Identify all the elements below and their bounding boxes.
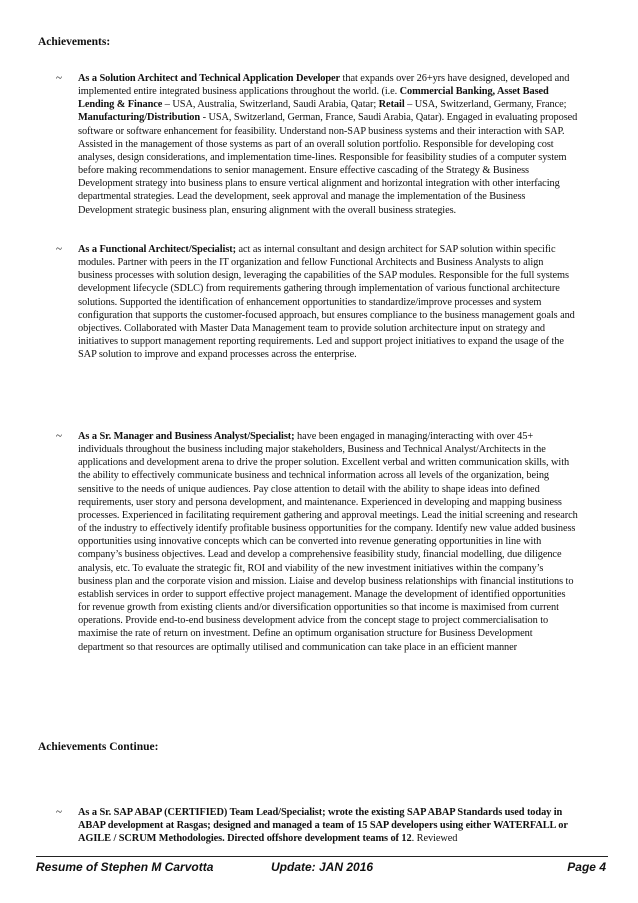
footer-page-number: Page 4 [567,860,606,874]
footer-update-date: Update: JAN 2016 [271,860,374,874]
page-footer [36,856,608,877]
bullet-solution-architect [38,72,578,217]
bullet-marker: ~ [56,430,62,442]
bullet-marker: ~ [56,72,62,84]
achievements-continue-heading: Achievements Continue: [38,741,159,753]
bullet-text: As a Sr. SAP ABAP (CERTIFIED) Team Lead/Specialist; wrote the existing SAP ABAP Standards used today in ABAP development at Rasgas; designed and managed a team of 15 SAP developers using either WATERFALL or AGILE / SCRUM Methodologies. Directed offshore development teams of 12. Reviewed [78,807,568,845]
footer-resume-owner: Resume of Stephen M Carvotta [36,860,214,874]
bullet-text: As a Sr. Manager and Business Analyst/Specialist; have been engaged in managing/interacting with over 45+ individuals throughout the business including major stakeholders, Business and Technical Analyst/Architects in the applications and development arena to drive the proper solution. Excellent verbal and written communication skills, with the ability to effectively communicate business and technical information across all levels of the organization, being sensitive to the needs of unique audiences. Pay close attention to detail with the ability to shape ideas into defined requirements, user story and persona development, and maintenance. Experienced in developing and mapping business processes. Experienced in facilitating requirement gathering and approval meetings. Lead the initial screening and research of the industry to effectively identify profitable business opportunities for the company. Identify new value added business opportunities using innovative concepts which can be converted into revenue generating opportunities in line with company’s business objectives. Lead and develop a comprehensive feasibility study, financial modelling, due diligence analysis, etc. To evaluate the strategic fit, ROI and viability of the new investment initiatives within the company’s business plan and the corporate vision and mission. Liaise and develop business relationships with financial institutions to establish services in order to support effective project management. Manage the development of identified opportunities for revenue growth from existing clients and/or diversification opportunities so that income is maximised from current operations. Provide end-to-end business development advice from the concept stage to project commercialisation to maximise the rate of return on investment. Define an optimum organisation structure for Business Development department so that resources are optimally utilised and communication can take place in an efficient manner [78,431,578,653]
bullet-marker: ~ [56,806,62,818]
bullet-abap-team-lead [38,806,578,845]
bullet-text: As a Solution Architect and Technical Application Developer that expands over 26+yrs have designed, developed and implemented entire integrated business applications throughout the world. (i.e. Commercial Banking, Asset Based Lending & Finance – USA, Australia, Switzerland, Saudi Arabia, Qatar; Retail – USA, Switzerland, Germany, France; Manufacturing/Distribution - USA, Switzerland, German, France, Saudi Arabia, Qatar). Engaged in evaluating proposed software or software enhancement for feasibility. Understand non-SAP business systems and their interaction with SAP. Assisted in the management of those systems as part of an overall solution portfolio. Responsible for developing cost analyses, design considerations, and implementation time-lines. Responsible for feasibility studies of a computer system before making recommendations to senior management. Ensure effective cascading of the Strategy & Business Development strategy into business plans to ensure vertical alignment and horizontal integration with other interfacing departmental strategies. Lead the development, seek approval and manage the implementation of the Business Development strategic business plan, ensuring alignment with the overall business strategies. [78,73,578,216]
bullet-functional-architect [38,243,578,361]
bullet-marker: ~ [56,243,62,255]
achievements-heading: Achievements: [38,36,111,48]
bullet-text: As a Functional Architect/Specialist; act as internal consultant and design architect for SAP solution within specific modules. Partner with peers in the IT organization and fellow Functional Architects and Business Analysts to align business processes with solution design, leveraging the capabilities of the SAP modules. Responsible for the full systems development lifecycle (SDLC) from requirements gathering through implementation of various functional architecture solutions. Supported the identification of enhancement opportunities to standardize/improve processes and system configuration that supports the customer-focused approach, but ensures compliance to the business management goals and objectives. Collaborated with Master Data Management team to provide solution architecture input on strategy and initiatives to support management reporting requirements. Led and support project initiatives to expand the usage of the SAP solution to improve and expand processes across the enterprise. [78,244,575,361]
bullet-business-analyst [38,430,578,654]
